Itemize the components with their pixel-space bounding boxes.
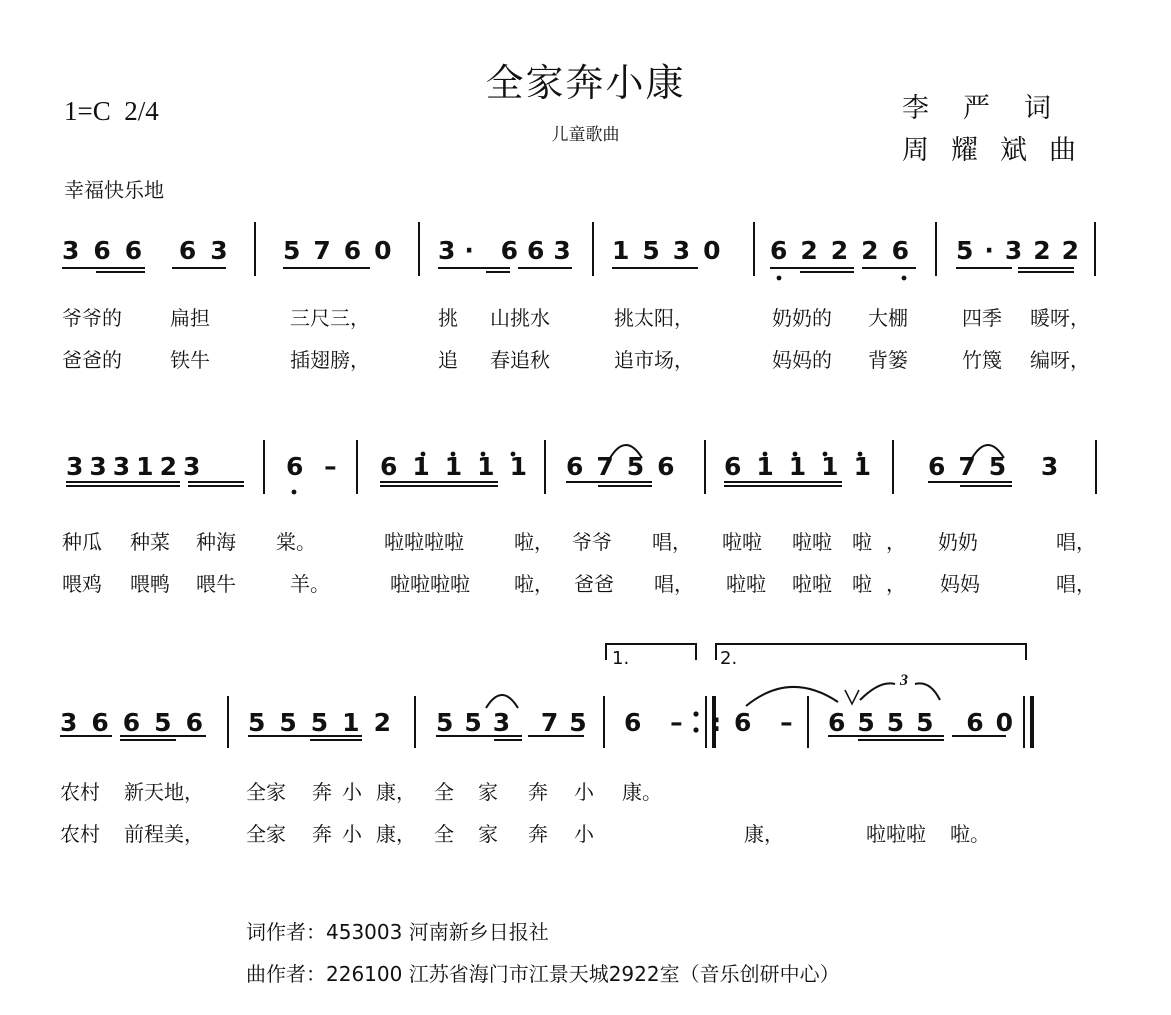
measure-notes: 5·322 (956, 236, 1091, 265)
lyric-syllable: 种瓜 (62, 530, 102, 554)
lyric-syllable: 妈妈的 (772, 348, 832, 372)
measure-notes: 366 63 (62, 236, 242, 265)
lyric-syllable: 农村 (60, 780, 100, 804)
lyric-syllable: 三尺三， (290, 306, 370, 330)
lyric-syllable: 唱， (654, 572, 694, 596)
volta-2-label: 2. (720, 648, 738, 669)
lyric-syllable: 啦啦 (726, 572, 766, 596)
measure-notes: 675 3 (928, 452, 1072, 481)
measure-notes: 61111 (724, 452, 886, 481)
slur (486, 695, 518, 708)
measure-notes: 6 – (286, 452, 343, 481)
lyric-syllable: 啦。 (950, 822, 990, 846)
lyric-syllable: 棠。 (276, 530, 316, 554)
lyric-syllable: 啦啦 (792, 530, 832, 554)
volta-2-bracket (716, 644, 1026, 660)
song-subtitle: 儿童歌曲 (551, 125, 620, 145)
lyric-syllable: 羊。 (290, 572, 330, 596)
lyric-syllable: 前程美， (124, 822, 204, 846)
lyric-syllable: 奔 (528, 780, 548, 804)
lyric-syllable: 奶奶的 (772, 306, 832, 330)
lyric-syllable: 爷爷的 (62, 306, 122, 330)
lyric-syllable: 奶奶 (938, 530, 978, 554)
lyric-syllable: 竹篾 (962, 348, 1002, 372)
lyric-syllable: 康， (376, 822, 416, 846)
lyric-syllable: 康， (376, 780, 416, 804)
lyric-syllable: 爸爸 (574, 572, 614, 596)
lyric-syllable: 奔小 (312, 780, 372, 804)
measure-notes: 553 75 (436, 708, 598, 737)
lyric-syllable: 啦啦 (722, 530, 762, 554)
measure-notes: 62226 (770, 236, 922, 265)
measure-notes: 5760 (283, 236, 405, 265)
lyric-syllable: 啦， (514, 530, 554, 554)
lyric-syllable: 铁牛 (170, 348, 210, 372)
lyric-syllable: 全家 (246, 822, 286, 846)
lyric-syllable: 追 (438, 348, 458, 372)
lyric-syllable: 编呀， (1030, 348, 1090, 372)
lyric-syllable: 全家 (246, 780, 286, 804)
lyric-syllable: 挑 (438, 306, 458, 330)
lyric-syllable: 家 (478, 822, 498, 846)
lyric-syllable: 小 (574, 780, 594, 804)
lyric-syllable: 扁担 (170, 306, 210, 330)
lyric-syllable: 喂牛 (196, 572, 236, 596)
measure-notes: 6 – : (624, 708, 732, 737)
lyric-syllable: 全 (434, 780, 454, 804)
lyric-syllable: ， (886, 530, 906, 554)
lyric-syllable: 春追秋 (490, 348, 550, 372)
song-title: 全家奔小康 (485, 63, 686, 105)
composer-credit: 周耀斌曲 (902, 135, 1098, 165)
measure-notes: 55512 (248, 708, 405, 737)
measure-notes: 6 – (734, 708, 803, 737)
lyric-syllable: 妈妈 (940, 572, 980, 596)
lyric-syllable: 啦， (514, 572, 554, 596)
lyric-syllable: 喂鸡 (62, 572, 102, 596)
lyric-syllable: 爸爸的 (62, 348, 122, 372)
lyric-syllable: 喂鸭 (130, 572, 170, 596)
breath-mark (845, 690, 859, 704)
lyric-syllable: 新天地， (124, 780, 204, 804)
lyric-syllable: 家 (478, 780, 498, 804)
lyric-syllable: 啦啦啦啦 (384, 530, 464, 554)
lyric-syllable: 挑太阳， (614, 306, 694, 330)
lyric-syllable: 背篓 (868, 348, 908, 372)
lyric-syllable: 康。 (622, 780, 662, 804)
measure-notes: 6555 60 (828, 708, 1026, 737)
lyric-syllable: ， (886, 572, 906, 596)
lyric-syllable: 啦 (852, 572, 872, 596)
measure-notes: 1530 (612, 236, 734, 265)
lyric-syllable: 种菜 (130, 530, 170, 554)
measure-notes: 333123 (66, 452, 207, 481)
measure-notes: 36656 (60, 708, 217, 737)
lyric-syllable: 全 (434, 822, 454, 846)
lyric-syllable: 大棚 (868, 306, 908, 330)
lyric-syllable: 种海 (196, 530, 236, 554)
lyric-syllable: 唱， (1056, 572, 1096, 596)
lyric-syllable: 农村 (60, 822, 100, 846)
lyric-syllable: 暖呀， (1030, 306, 1090, 330)
lyric-syllable: 奔小 (312, 822, 372, 846)
slur (746, 687, 838, 706)
lyric-syllable: 啦啦啦啦 (390, 572, 470, 596)
lyric-syllable: 爷爷 (572, 530, 612, 554)
composer-address: 曲作者：226100 江苏省海门市江景天城2922室（音乐创研中心） (246, 962, 840, 986)
tempo-marking: 幸福快乐地 (64, 178, 164, 202)
lyric-syllable: 啦 (852, 530, 872, 554)
lyricist-credit: 李严词 (902, 93, 1085, 123)
key-and-meter: 1=C 2/4 (64, 96, 159, 126)
lyric-syllable: 唱， (652, 530, 692, 554)
lyric-syllable: 啦啦 (792, 572, 832, 596)
lyricist-address: 词作者：453003 河南新乡日报社 (246, 920, 549, 944)
measure-notes: 61111 (380, 452, 542, 481)
lyric-syllable: 山挑水 (490, 306, 550, 330)
measure-notes: 6756 (566, 452, 688, 481)
lyric-syllable: 唱， (1056, 530, 1096, 554)
lyric-syllable: 插翅膀， (290, 348, 370, 372)
lyric-syllable: 小 (574, 822, 594, 846)
lyric-syllable: 追市场， (614, 348, 694, 372)
triplet-number: 3 (900, 672, 908, 689)
lyric-syllable: 奔 (528, 822, 548, 846)
lyric-syllable: 啦啦啦 (866, 822, 926, 846)
lyric-syllable: 康， (744, 822, 784, 846)
volta-1-label: 1. (612, 648, 630, 669)
lyric-syllable: 四季 (962, 306, 1002, 330)
measure-notes: 3· 663 (438, 236, 580, 265)
